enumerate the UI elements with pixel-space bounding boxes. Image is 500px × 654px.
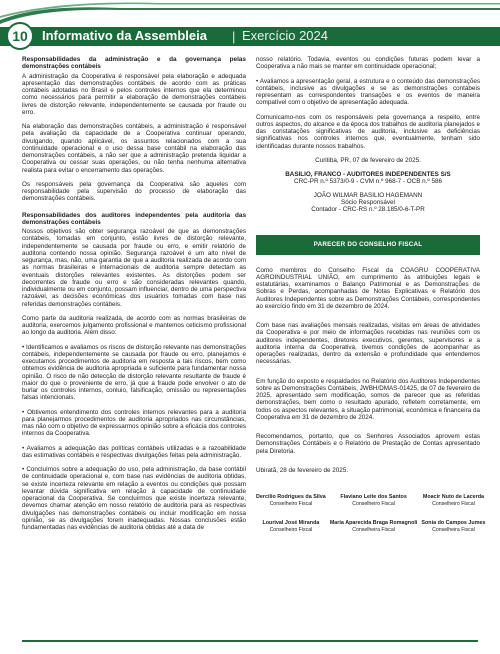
council-members bbox=[256, 494, 486, 533]
header-subtitle: Exercício 2024 bbox=[242, 28, 328, 43]
member-name: Maria Aparecida Braga Romagnoli bbox=[329, 520, 418, 527]
council-member bbox=[421, 520, 485, 533]
member-role: Conselheiro Fiscal bbox=[432, 500, 475, 507]
bullet-item: • Avaliamos a adequação das políticas contábeis utilizadas e a razoabilidade das estimativas contábeis e respectivas divulgações feitas pela administração. bbox=[22, 444, 246, 459]
paragraph: A administração da Cooperativa é responsável pela elaboração e adequada apresentação das demonstrações contábeis de acordo com as práticas contábeis adotadas no Brasil e pelos controles internos que ela determinou como necessários para permitir a elaboração de demonstrações contábeis livres de distorção relevante, independentemente se causada por fraude ou erro. bbox=[22, 72, 246, 116]
bullet-item: • Identificamos e avaliamos os riscos de distorção relevante nas demonstrações contábeis, independentemente se causada por fraude ou erro, planejamos e executamos procedimentos de auditoria em resposta a tais riscos, bem como obtemos evidência de auditoria apropriada e suficiente para fundamentar nossa opinião. O risco de não detecção de distorção relevante resultante de fraude é maior do que o proveniente de erro, já que a fraude pode envolver o ato de burlar os controles internos, conluio, falsificação, omissão ou representações falsas intencionais. bbox=[22, 343, 246, 402]
paragraph: Os responsáveis pela governança da Cooperativa são aqueles com responsabilidade pela supervisão do processo de elaboração das demonstrações contábeis. bbox=[22, 180, 246, 203]
council-member bbox=[256, 520, 326, 533]
page-header bbox=[0, 0, 500, 48]
council-member bbox=[256, 494, 326, 507]
audit-firm-registration: CRC-PR n.º 5373/0-9 - CVM n.º 968-7 - OCB n.º 586 bbox=[294, 178, 442, 186]
left-column bbox=[22, 56, 246, 531]
paragraph: Com base nas avaliações mensais realizadas, visitas em áreas de atividades da Cooperativa e por meio de informações recebidas nas reuniões com os auditores independentes, diretores executivos, gerentes, supervisores e a auditoria interna da Cooperativa, tivemos condições de acompanhar as operações realizadas, dentro da extensão e profundidade que entendemos necessárias. bbox=[256, 322, 480, 366]
header-separator: | bbox=[232, 29, 236, 44]
right-column bbox=[256, 56, 486, 533]
paragraph: nosso relatório. Todavia, eventos ou condições futuras podem levar a Cooperativa a não mais se manter em continuidade operacional; bbox=[256, 56, 480, 71]
paragraph: Como parte da auditoria realizada, de acordo com as normas brasileiras de auditoria, exercemos julgamento profissional e mantemos ceticismo profissional ao longo da auditoria. Além disso: bbox=[22, 314, 246, 337]
footer-divider bbox=[22, 640, 478, 642]
member-role: Conselheiro Fiscal bbox=[352, 500, 395, 507]
council-member bbox=[421, 494, 485, 507]
section-heading-governance: Responsabilidades da administração e da governança pelas demonstrações contábeis bbox=[22, 56, 246, 71]
page-number: 10 bbox=[6, 22, 34, 50]
bullet-item: • Obtivemos entendimento dos controles internos relevantes para a auditoria para planejarmos procedimentos de auditoria apropriados nas circunstâncias, mas não com o objetivo de expressarmos opinião sobre a eficácia dos controles internos da Cooperativa. bbox=[22, 408, 246, 438]
auditor-name: JOÃO WILMAR BASILIO HAGEMANN bbox=[313, 191, 423, 199]
paragraph: Recomendamos, portanto, que os Senhores Associados aprovem estas Demonstrações Contábeis e o Relatório de Prestação de Contas apresentado pela Diretoria. bbox=[256, 433, 480, 455]
paragraph: Em função do exposto e respaldados no Relatório dos Auditores Independentes sobre as Demonstrações Contábeis, JWBH/DMAS-01425, de 07 de fevereiro de 2025, apresentado sem modificação, somos de parecer que as referidas demonstrações, bem como o resultado apurado, refletem corretamente, em todos os aspectos relevantes, a situação patrimonial, econômica e financeira da Cooperativa em 31 de dezembro de 2024. bbox=[256, 377, 481, 421]
auditor-role: Sócio Responsável bbox=[341, 198, 395, 206]
fiscal-council-banner: PARECER DO CONSELHO FISCAL bbox=[256, 235, 480, 254]
auditor-signature-block bbox=[256, 171, 480, 213]
bullet-item: • Concluímos sobre a adequação do uso, pela administração, da base contábil de continuidade operacional e, com base nas evidências de auditoria obtidas, se existe incerteza relevante em relação a eventos ou condições que possam levantar dúvida significativa em relação à capacidade de continuidade operacional da Cooperativa. Se concluirmos que existe incerteza relevante, devemos chamar atenção em nosso relatório de auditoria para as respectivas divulgações nas demonstrações contábeis ou incluir modificação em nossa opinião, se as divulgações forem inadequadas. Nossas conclusões estão fundamentadas nas evidências de auditoria obtidas até a data de bbox=[22, 466, 246, 532]
member-role: Conselheiro Fiscal bbox=[269, 500, 313, 507]
member-name: Moacir Nuto de Lacerda bbox=[422, 494, 484, 500]
council-member bbox=[330, 494, 418, 507]
header-title: Informativo da Assembleia bbox=[42, 28, 207, 43]
member-name: Lourival José Miranda bbox=[262, 520, 320, 527]
paragraph: Comunicamo-nos com os responsáveis pela governança a respeito, entre outros aspectos, do alcance e da época dos trabalhos de auditoria planejados e das constatações significativas de auditoria, inclusive as deficiências significativas nos controles internos que, eventualmente, tenham sido identificadas durante nossos trabalhos. bbox=[256, 113, 480, 150]
section-heading-auditors: Responsabilidades dos auditores independentes pela auditoria das demonstrações contábeis bbox=[22, 211, 246, 226]
member-role: Conselheira Fiscal bbox=[352, 526, 395, 533]
member-name: Sonia do Campos Jumes bbox=[421, 520, 486, 527]
signature-place-date: Curitiba, PR, 07 de fevereiro de 2025. bbox=[315, 156, 421, 164]
member-name: Flaviano Leite dos Santos bbox=[340, 494, 407, 500]
member-name: Dercilio Rodrigues da Silva bbox=[256, 494, 326, 500]
paragraph: Como membros do Conselho Fiscal da COAGRU COOPERATIVA AGROINDUSTRIAL UNIÃO, em cumprimento às atribuições legais e estatutárias, examinamos o Balanço Patrimonial e as Demonstrações de Sobras e Perdas, acompanhadas de Notas Explicativas e Relatório dos Auditores Independentes sobre as Demonstrações Contábeis, correspondentes ao exercício findo em 31 de dezembro de 2024. bbox=[256, 266, 480, 310]
member-role: Conselheiro Fiscal bbox=[269, 526, 313, 533]
council-member bbox=[330, 520, 418, 533]
paragraph: Na elaboração das demonstrações contábeis, a administração é responsável pela avaliação da capacidade de a Cooperativa continuar operando, divulgando, quando aplicável, os assuntos relacionados com a sua continuidade operacional e o uso dessa base contábil na elaboração das demonstrações contábeis, a não ser que a administração pretenda liquidar a Cooperativa ou cessar suas operações, ou não tenha nenhuma alternativa realista para evitar o encerramento das operações. bbox=[22, 123, 246, 174]
auditor-registration: Contador - CRC-RS n.º 28.185/0-6-T-PR bbox=[311, 206, 425, 213]
member-role: Conselheira Fiscal bbox=[432, 526, 475, 533]
bullet-item: • Avaliamos a apresentação geral, a estrutura e o conteúdo das demonstrações contábeis, inclusive as divulgações e se as demonstrações contábeis representam as correspondentes transações e os eventos de maneira compatível com o objetivo de apresentação adequada. bbox=[256, 77, 480, 107]
audit-firm-name: BASILIO, FRANCO - AUDITORES INDEPENDENTES S/S bbox=[285, 171, 451, 178]
paragraph: Nossos objetivos são obter segurança razoável de que as demonstrações contábeis, tomadas em conjunto, estão livres de distorção relevante, independentemente se causada por fraude ou erro, e emitir relatório de auditoria contendo nossa opinião. Segurança razoável é um alto nível de segurança, mas, não, uma garantia de que a auditoria realizada de acordo com as normas brasileiras e internacionais de auditoria sempre detectam as eventuais distorções relevantes existentes. As distorções podem ser decorrentes de fraude ou erro e são consideradas relevantes quando, individualmente ou em conjunto, possam influenciar, dentro de uma perspectiva razoável, as decisões econômicas dos usuários tomadas com base nas referidas demonstrações contábeis. bbox=[22, 228, 246, 308]
council-date: Ubiratã, 28 de fevereiro de 2025. bbox=[256, 466, 349, 474]
